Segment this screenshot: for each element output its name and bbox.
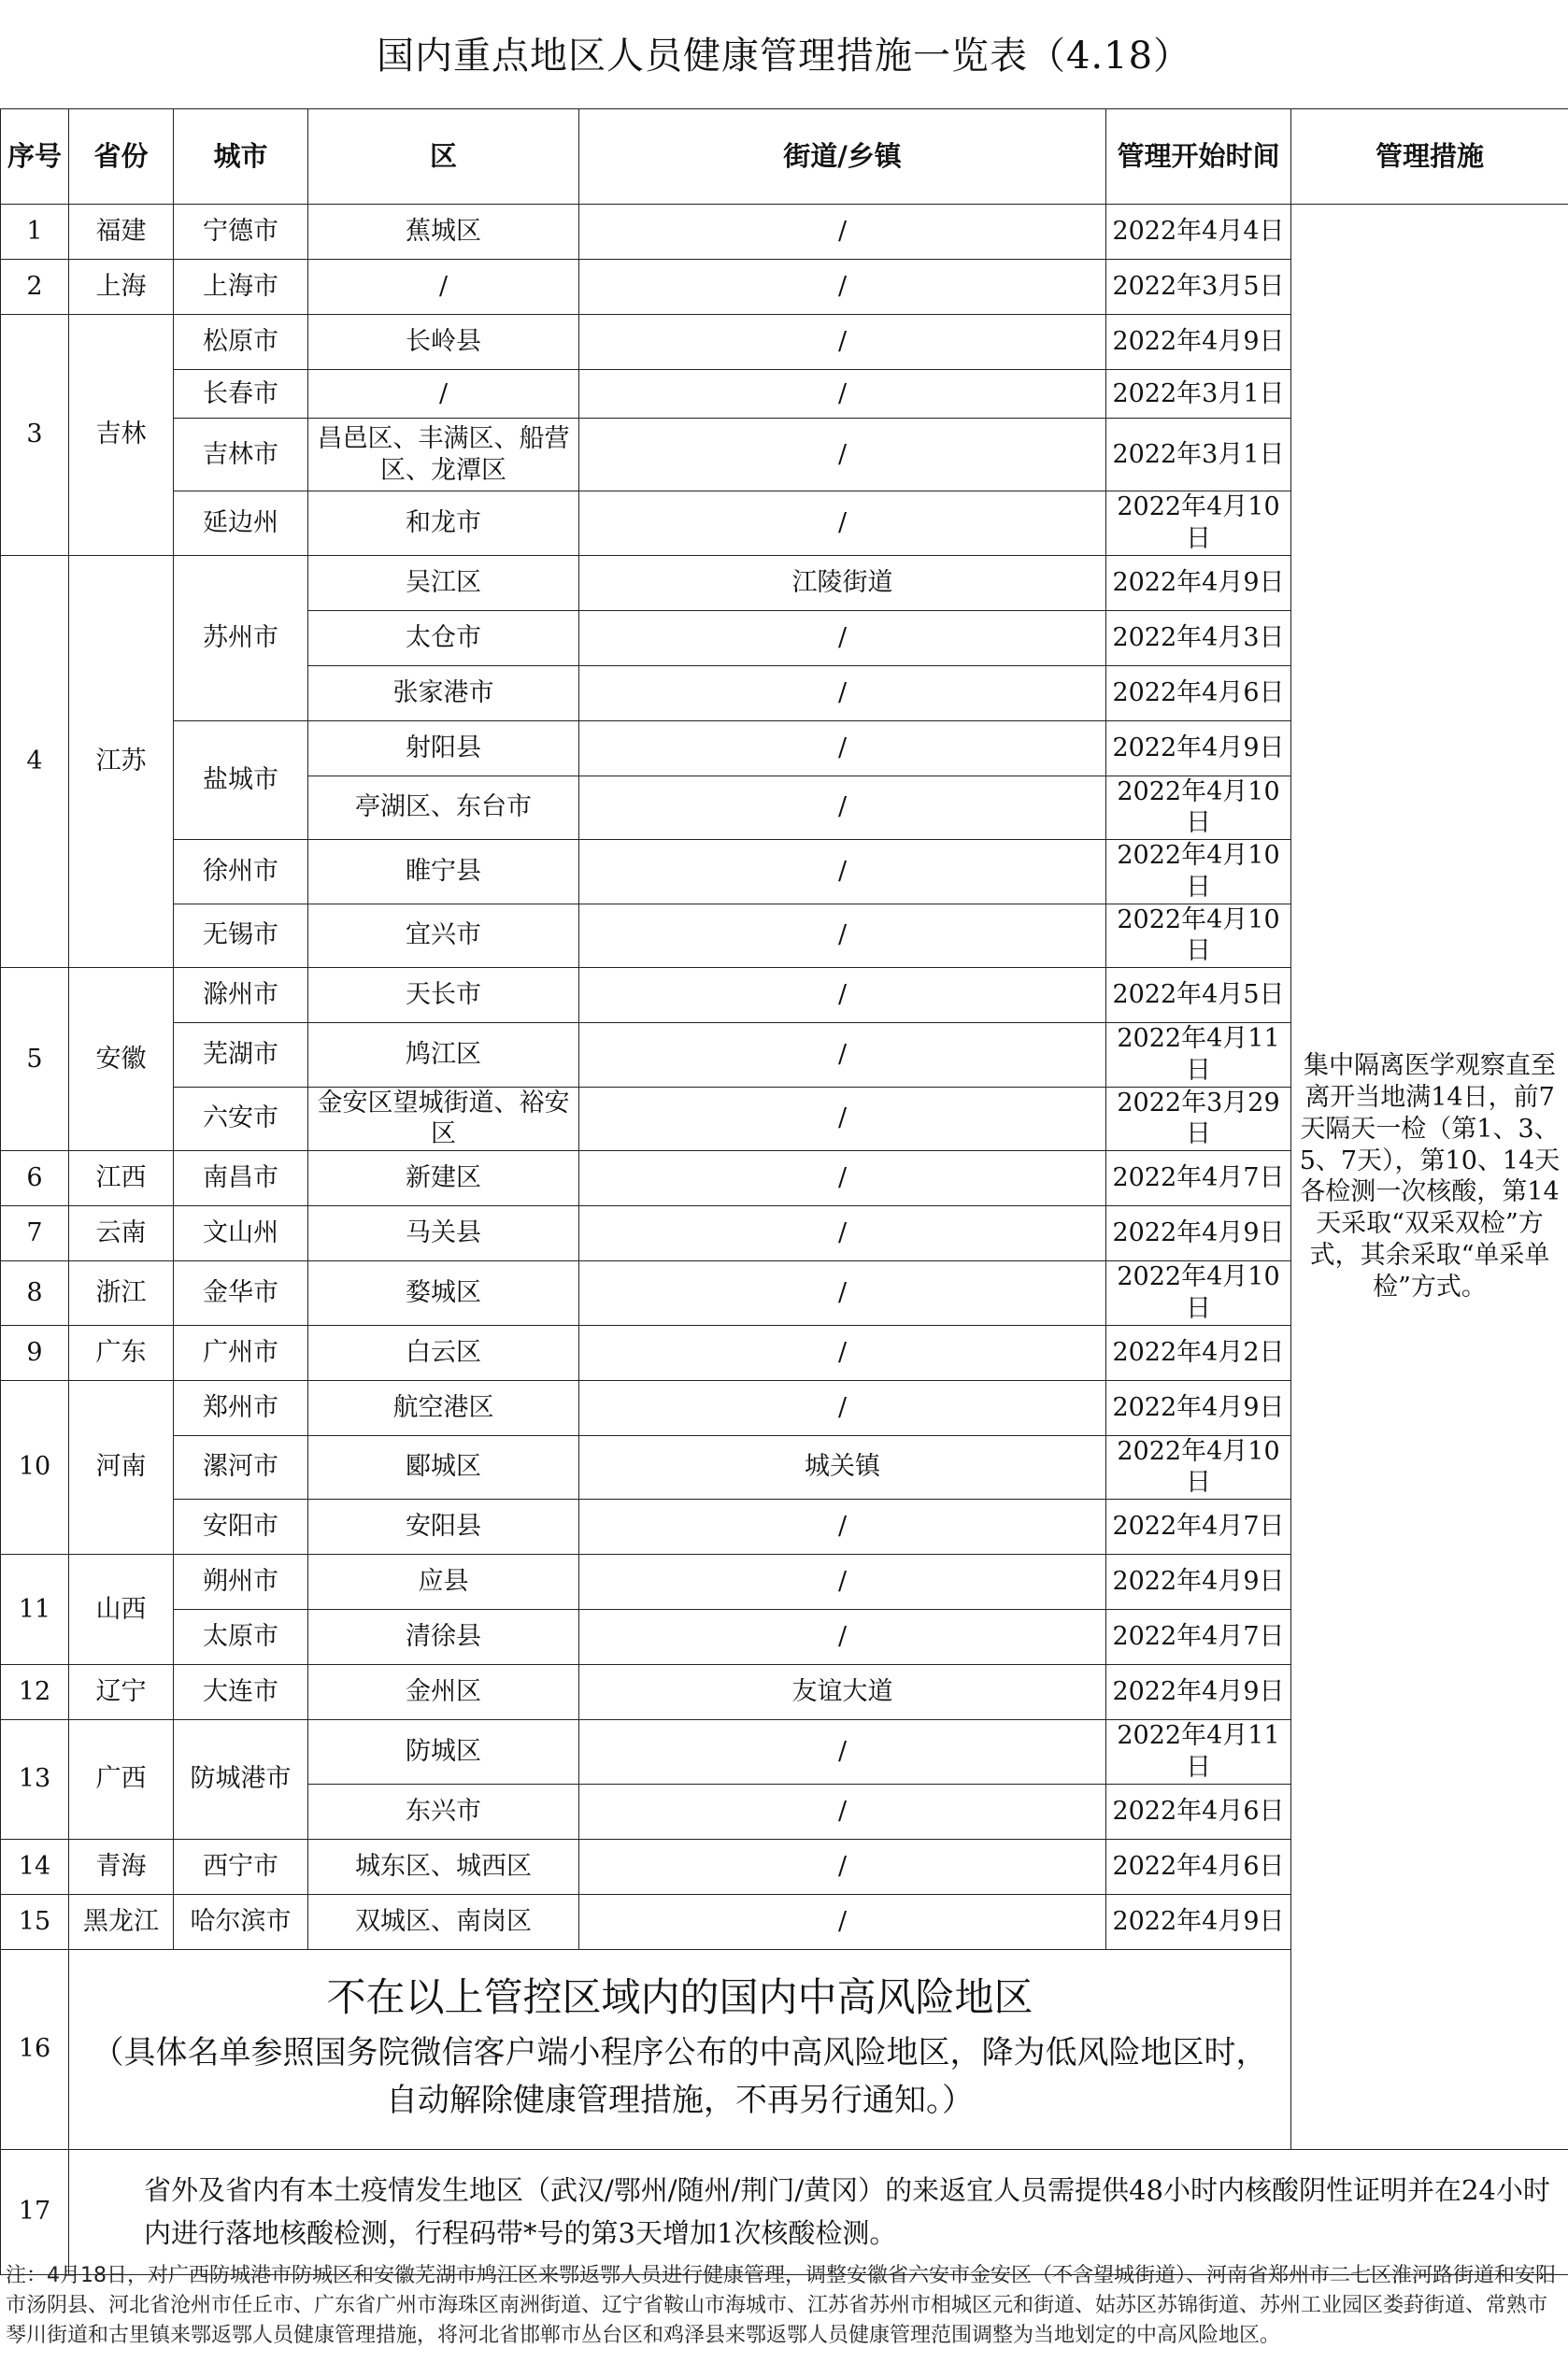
- start-date-cell: 2022年4月11日: [1106, 1023, 1291, 1088]
- row-number: 7: [1, 1206, 69, 1261]
- district-cell: 昌邑区、丰满区、船营区、龙潭区: [308, 419, 579, 491]
- row-number: 10: [1, 1380, 69, 1555]
- row-number: 12: [1, 1665, 69, 1720]
- high-risk-areas-text: （具体名单参照国务院微信客户端小程序公布的中高风险地区，降为低风险地区时，自动解除健康管理措施，不再另行通知。）: [92, 2034, 1268, 2120]
- district-cell: 白云区: [308, 1325, 579, 1380]
- street-cell: /: [579, 1023, 1106, 1088]
- street-cell: /: [579, 1500, 1106, 1555]
- footnote: 注：4月18日，对广西防城港市防城区和安徽芜湖市鸠江区来鄂返鄂人员进行健康管理，调整安徽省六安市金安区（不含望城街道）、河南省郑州市二七区淮河路街道和安阳市汤阴县、河北省沧州市任丘市、广东省广州市海珠区南洲街道、辽宁省鞍山市海城市、江苏省苏州市相城区元和街道、姑苏区苏锦街道、苏州工业园区娄葑街道、常熟市琴川街道和古里镇来鄂返鄂人员健康管理措施，将河北省邯郸市丛台区和鸡泽县来鄂返鄂人员健康管理范围调整为当地划定的中高风险地区。: [6, 2264, 1556, 2347]
- district-cell: 郾城区: [308, 1435, 579, 1500]
- city-cell: 宁德市: [174, 205, 308, 260]
- district-cell: 马关县: [308, 1206, 579, 1261]
- row-number: 16: [1, 1949, 69, 2149]
- city-cell: 金华市: [174, 1261, 308, 1326]
- district-cell: /: [308, 370, 579, 419]
- high-risk-areas-title: 不在以上管控区域内的国内中高风险地区: [326, 1973, 1033, 2020]
- district-cell: 宜兴市: [308, 904, 579, 968]
- header-measures: 管理措施: [1291, 109, 1568, 205]
- street-cell: /: [579, 1206, 1106, 1261]
- street-cell: /: [579, 776, 1106, 840]
- city-cell: 芜湖市: [174, 1023, 308, 1088]
- district-cell: 亭湖区、东台市: [308, 776, 579, 840]
- street-cell: /: [579, 1087, 1106, 1151]
- district-cell: 睢宁县: [308, 840, 579, 904]
- district-cell: 城东区、城西区: [308, 1839, 579, 1894]
- city-cell: 长春市: [174, 370, 308, 419]
- district-cell: 天长市: [308, 968, 579, 1023]
- row-number: 4: [1, 555, 69, 968]
- province-cell: 青海: [69, 1839, 174, 1894]
- street-cell: /: [579, 968, 1106, 1023]
- district-cell: 鸠江区: [308, 1023, 579, 1088]
- header-no: 序号: [1, 109, 69, 205]
- start-date-cell: 2022年4月9日: [1106, 1555, 1291, 1610]
- street-cell: /: [579, 315, 1106, 370]
- health-management-table: [0, 108, 1568, 2275]
- start-date-cell: 2022年4月11日: [1106, 1720, 1291, 1785]
- street-cell: /: [579, 610, 1106, 665]
- city-cell: 吉林市: [174, 419, 308, 491]
- province-cell: 福建: [69, 205, 174, 260]
- row-number: 11: [1, 1555, 69, 1665]
- city-cell: 漯河市: [174, 1435, 308, 1500]
- start-date-cell: 2022年4月9日: [1106, 1206, 1291, 1261]
- district-cell: 和龙市: [308, 491, 579, 556]
- start-date-cell: 2022年4月9日: [1106, 555, 1291, 610]
- high-risk-areas-cell: [69, 1949, 1291, 2149]
- start-date-cell: 2022年4月10日: [1106, 776, 1291, 840]
- street-cell: /: [579, 1894, 1106, 1949]
- start-date-cell: 2022年4月7日: [1106, 1500, 1291, 1555]
- province-cell: 广西: [69, 1720, 174, 1840]
- street-cell: /: [579, 1610, 1106, 1665]
- row-number: 1: [1, 205, 69, 260]
- street-cell: 江陵街道: [579, 555, 1106, 610]
- header-row: [1, 109, 1568, 205]
- start-date-cell: 2022年3月1日: [1106, 370, 1291, 419]
- street-cell: /: [579, 1261, 1106, 1326]
- district-cell: 新建区: [308, 1151, 579, 1206]
- district-cell: 吴江区: [308, 555, 579, 610]
- province-cell: 吉林: [69, 315, 174, 556]
- province-cell: 辽宁: [69, 1665, 174, 1720]
- city-cell: 郑州市: [174, 1380, 308, 1435]
- header-city: 城市: [174, 109, 308, 205]
- header-start-date: 管理开始时间: [1106, 109, 1291, 205]
- start-date-cell: 2022年4月10日: [1106, 1261, 1291, 1326]
- city-cell: 防城港市: [174, 1720, 308, 1840]
- street-cell: /: [579, 1151, 1106, 1206]
- city-cell: 朔州市: [174, 1555, 308, 1610]
- city-cell: 延边州: [174, 491, 308, 556]
- start-date-cell: 2022年4月10日: [1106, 491, 1291, 556]
- district-cell: 航空港区: [308, 1380, 579, 1435]
- province-cell: 上海: [69, 260, 174, 315]
- start-date-cell: 2022年3月1日: [1106, 419, 1291, 491]
- row-number: 3: [1, 315, 69, 556]
- street-cell: /: [579, 665, 1106, 720]
- start-date-cell: 2022年4月3日: [1106, 610, 1291, 665]
- start-date-cell: 2022年4月6日: [1106, 665, 1291, 720]
- city-cell: 苏州市: [174, 555, 308, 720]
- city-cell: 无锡市: [174, 904, 308, 968]
- district-cell: 安阳县: [308, 1500, 579, 1555]
- district-cell: 清徐县: [308, 1610, 579, 1665]
- header-street: 街道/乡镇: [579, 109, 1106, 205]
- street-cell: 友谊大道: [579, 1665, 1106, 1720]
- row-number: 5: [1, 968, 69, 1151]
- table-row-17: [1, 2149, 1568, 2274]
- city-cell: 六安市: [174, 1087, 308, 1151]
- city-cell: 哈尔滨市: [174, 1894, 308, 1949]
- street-cell: /: [579, 904, 1106, 968]
- district-cell: 张家港市: [308, 665, 579, 720]
- street-cell: /: [579, 205, 1106, 260]
- province-cell: 安徽: [69, 968, 174, 1151]
- province-cell: 云南: [69, 1206, 174, 1261]
- district-cell: 婺城区: [308, 1261, 579, 1326]
- start-date-cell: 2022年3月29日: [1106, 1087, 1291, 1151]
- start-date-cell: 2022年3月5日: [1106, 260, 1291, 315]
- row-number: 15: [1, 1894, 69, 1949]
- start-date-cell: 2022年4月9日: [1106, 720, 1291, 776]
- start-date-cell: 2022年4月5日: [1106, 968, 1291, 1023]
- district-cell: 应县: [308, 1555, 579, 1610]
- province-cell: 山西: [69, 1555, 174, 1665]
- row-number: 2: [1, 260, 69, 315]
- city-cell: 文山州: [174, 1206, 308, 1261]
- province-cell: 江西: [69, 1151, 174, 1206]
- city-cell: 广州市: [174, 1325, 308, 1380]
- page-title: 国内重点地区人员健康管理措施一览表（4.18）: [376, 34, 1192, 78]
- street-cell: /: [579, 260, 1106, 315]
- start-date-cell: 2022年4月10日: [1106, 904, 1291, 968]
- header-province: 省份: [69, 109, 174, 205]
- street-cell: /: [579, 840, 1106, 904]
- street-cell: /: [579, 419, 1106, 491]
- city-cell: 南昌市: [174, 1151, 308, 1206]
- return-requirement-cell: 省外及省内有本土疫情发生地区（武汉/鄂州/随州/荆门/黄冈）的来返宜人员需提供48小时内核酸阴性证明并在24小时内进行落地核酸检测，行程码带*号的第3天增加1次核酸检测。: [69, 2149, 1568, 2274]
- province-cell: 江苏: [69, 555, 174, 968]
- street-cell: /: [579, 1784, 1106, 1839]
- district-cell: 东兴市: [308, 1784, 579, 1839]
- start-date-cell: 2022年4月10日: [1106, 1435, 1291, 1500]
- street-cell: /: [579, 1839, 1106, 1894]
- start-date-cell: 2022年4月9日: [1106, 1380, 1291, 1435]
- street-cell: /: [579, 1720, 1106, 1785]
- row-number: 14: [1, 1839, 69, 1894]
- start-date-cell: 2022年4月7日: [1106, 1610, 1291, 1665]
- province-cell: 广东: [69, 1325, 174, 1380]
- city-cell: 盐城市: [174, 720, 308, 840]
- street-cell: /: [579, 1555, 1106, 1610]
- city-cell: 西宁市: [174, 1839, 308, 1894]
- city-cell: 安阳市: [174, 1500, 308, 1555]
- street-cell: /: [579, 1380, 1106, 1435]
- row-number: 13: [1, 1720, 69, 1840]
- province-cell: 浙江: [69, 1261, 174, 1326]
- measures-cell: 集中隔离医学观察直至离开当地满14日，前7天隔天一检（第1、3、5、7天），第10、14天各检测一次核酸，第14天采取“双采双检”方式，其余采取“单采单检”方式。: [1291, 205, 1568, 2150]
- start-date-cell: 2022年4月7日: [1106, 1151, 1291, 1206]
- start-date-cell: 2022年4月6日: [1106, 1784, 1291, 1839]
- district-cell: 金安区望城街道、裕安区: [308, 1087, 579, 1151]
- header-district: 区: [308, 109, 579, 205]
- start-date-cell: 2022年4月4日: [1106, 205, 1291, 260]
- city-cell: 松原市: [174, 315, 308, 370]
- start-date-cell: 2022年4月6日: [1106, 1839, 1291, 1894]
- city-cell: 徐州市: [174, 840, 308, 904]
- row-number: 8: [1, 1261, 69, 1326]
- start-date-cell: 2022年4月9日: [1106, 1665, 1291, 1720]
- district-cell: 双城区、南岗区: [308, 1894, 579, 1949]
- street-cell: /: [579, 720, 1106, 776]
- district-cell: 蕉城区: [308, 205, 579, 260]
- city-cell: 滁州市: [174, 968, 308, 1023]
- district-cell: 长岭县: [308, 315, 579, 370]
- district-cell: 太仓市: [308, 610, 579, 665]
- street-cell: /: [579, 491, 1106, 556]
- district-cell: 金州区: [308, 1665, 579, 1720]
- start-date-cell: 2022年4月9日: [1106, 315, 1291, 370]
- start-date-cell: 2022年4月10日: [1106, 840, 1291, 904]
- row-number: 9: [1, 1325, 69, 1380]
- start-date-cell: 2022年4月9日: [1106, 1894, 1291, 1949]
- district-cell: 防城区: [308, 1720, 579, 1785]
- row-number: 17: [1, 2149, 69, 2274]
- street-cell: 城关镇: [579, 1435, 1106, 1500]
- city-cell: 太原市: [174, 1610, 308, 1665]
- city-cell: 大连市: [174, 1665, 308, 1720]
- province-cell: 黑龙江: [69, 1894, 174, 1949]
- district-cell: /: [308, 260, 579, 315]
- table-row: [1, 205, 1568, 260]
- start-date-cell: 2022年4月2日: [1106, 1325, 1291, 1380]
- province-cell: 河南: [69, 1380, 174, 1555]
- row-number: 6: [1, 1151, 69, 1206]
- street-cell: /: [579, 370, 1106, 419]
- street-cell: /: [579, 1325, 1106, 1380]
- district-cell: 射阳县: [308, 720, 579, 776]
- city-cell: 上海市: [174, 260, 308, 315]
